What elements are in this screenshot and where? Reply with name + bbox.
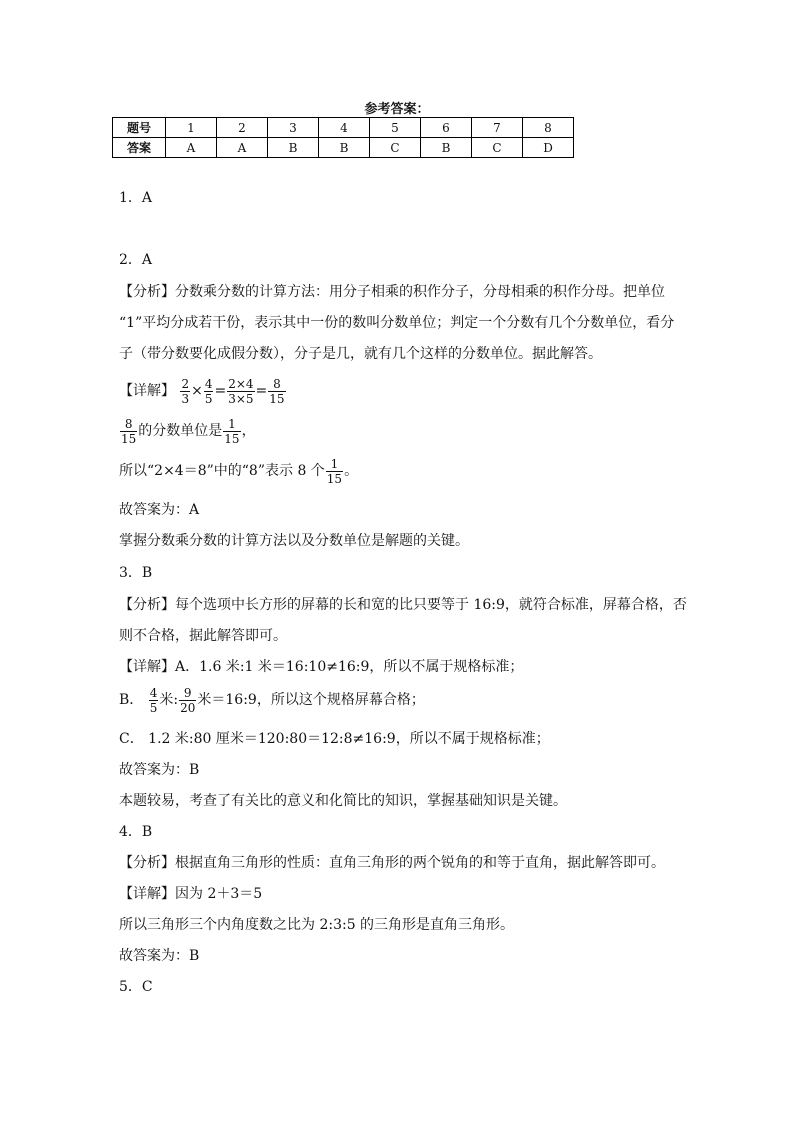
operator: × — [191, 383, 203, 399]
fraction — [268, 377, 285, 406]
numerator: 8 — [268, 377, 285, 392]
q3-summary: 本题较易，考查了有关比的意义和化简比的知识，掌握基础知识是关键。 — [119, 793, 567, 809]
detail-tag: 【详解】 — [119, 659, 175, 675]
q4-detail-line-1 — [119, 884, 262, 904]
denominator: 5 — [204, 391, 213, 406]
table-cell: C — [370, 138, 421, 158]
operator: = — [255, 383, 268, 399]
table-cell: B — [319, 138, 370, 158]
answer-key-title: 参考答案： — [364, 102, 430, 117]
analysis-text: 根据直角三角形的性质：直角三角形的两个锐角的和等于直角，据此解答即可。 — [175, 855, 665, 871]
q2-analysis-line-2: “1”平均分成若干份，表示其中一份的数叫分数单位；判定一个分数有几个分数单位，看分 — [119, 315, 675, 331]
q4-analysis-line-1 — [119, 853, 665, 873]
q2-detail-unit — [119, 414, 256, 448]
analysis-text: 分数乘分数的计算方法：用分子相乘的积作分子，分母相乘的积作分母。把单位 — [175, 284, 665, 300]
table-cell: 7 — [472, 118, 523, 138]
table-cell: A — [217, 138, 268, 158]
analysis-text: 每个选项中长方形的屏幕的长和宽的比只要等于 16:9，就符合标准，屏幕合格，否 — [175, 597, 687, 613]
fraction — [204, 377, 214, 406]
punctuation: 。 — [344, 463, 359, 479]
table-header-cell: 题号 — [113, 118, 166, 138]
q2-detail-conclusion — [119, 454, 358, 488]
table-cell: B — [268, 138, 319, 158]
table-cell: B — [421, 138, 472, 158]
denominator: 5 — [149, 700, 158, 715]
denominator: 15 — [326, 471, 343, 486]
question-1-answer: 1．A — [119, 190, 153, 206]
operator: = — [214, 383, 227, 399]
q3-answer-line: 故答案为：B — [119, 762, 200, 778]
fraction — [227, 377, 254, 406]
table-cell: 3 — [268, 118, 319, 138]
numerator: 2×4 — [228, 376, 254, 391]
analysis-tag: 【分析】 — [119, 855, 175, 871]
numerator: 9 — [179, 686, 196, 701]
table-cell: 2 — [217, 118, 268, 138]
detail-text: 的分数单位是 — [138, 423, 223, 439]
q2-answer-line: 故答案为：A — [119, 502, 200, 518]
q4-answer-line: 故答案为：B — [119, 948, 200, 964]
q3-analysis-line-1 — [119, 595, 687, 615]
question-2-answer: 2．A — [119, 252, 153, 268]
detail-text: 因为 2＋3＝5 — [175, 886, 263, 902]
table-cell: C — [472, 138, 523, 158]
detail-text: 米＝16:9，所以这个规格屏幕合格； — [197, 692, 425, 708]
denominator: 3 — [181, 391, 190, 406]
question-4-answer: 4．B — [119, 824, 153, 840]
fraction — [179, 686, 196, 715]
detail-text: 所以“2×4＝8”中的“8”表示 8 个 — [119, 463, 325, 479]
q3-detail-c: C． 1.2 米:80 厘米＝120:80＝12:8≠16:9，所以不属于规格标准； — [119, 731, 550, 747]
denominator: 20 — [180, 700, 196, 715]
table-row — [113, 118, 574, 138]
q3-detail-b — [119, 683, 425, 717]
detail-tag: 【详解】 — [119, 886, 175, 902]
numerator: 1 — [326, 457, 343, 472]
table-cell: D — [523, 138, 574, 158]
numerator: 8 — [120, 417, 137, 432]
table-cell: A — [166, 138, 217, 158]
table-cell: 8 — [523, 118, 574, 138]
q2-analysis-line-3: 子（带分数要化成假分数），分子是几，就有几个这样的分数单位。据此解答。 — [119, 346, 602, 362]
numerator: 4 — [204, 376, 213, 391]
analysis-tag: 【分析】 — [119, 597, 175, 613]
denominator: 15 — [224, 431, 240, 446]
denominator: 15 — [269, 391, 285, 406]
detail-text: A．1.6 米:1 米＝16:10≠16:9，所以不属于规格标准； — [175, 659, 524, 675]
numerator: 2 — [181, 376, 190, 391]
table-cell: 5 — [370, 118, 421, 138]
question-3-answer: 3．B — [119, 565, 153, 581]
table-header-cell: 答案 — [113, 138, 166, 158]
numerator: 1 — [223, 417, 240, 432]
analysis-tag: 【分析】 — [119, 284, 175, 300]
q2-analysis-line-1 — [119, 282, 665, 302]
q2-detail-equation — [119, 374, 287, 408]
table-cell: 6 — [421, 118, 472, 138]
fraction — [120, 417, 137, 446]
q3-detail-a — [119, 657, 523, 677]
punctuation: ， — [241, 423, 256, 439]
table-row — [113, 138, 574, 158]
numerator: 4 — [149, 685, 158, 700]
detail-text: 米: — [159, 692, 179, 708]
question-5-answer: 5．C — [119, 979, 153, 995]
denominator: 3×5 — [228, 391, 254, 406]
denominator: 15 — [121, 431, 137, 446]
detail-tag: 【详解】 — [119, 383, 175, 399]
q4-detail-line-2: 所以三角形三个内角度数之比为 2:3:5 的三角形是直角三角形。 — [119, 917, 515, 933]
q2-summary: 掌握分数乘分数的计算方法以及分数单位是解题的关键。 — [119, 533, 469, 549]
fraction — [223, 417, 240, 446]
table-cell: 4 — [319, 118, 370, 138]
fraction — [149, 686, 159, 715]
fraction — [180, 377, 190, 406]
option-label: B． — [119, 692, 144, 708]
table-cell: 1 — [166, 118, 217, 138]
fraction — [326, 457, 343, 486]
answer-table — [112, 117, 574, 158]
q3-analysis-line-2: 则不合格，据此解答即可。 — [119, 628, 287, 644]
